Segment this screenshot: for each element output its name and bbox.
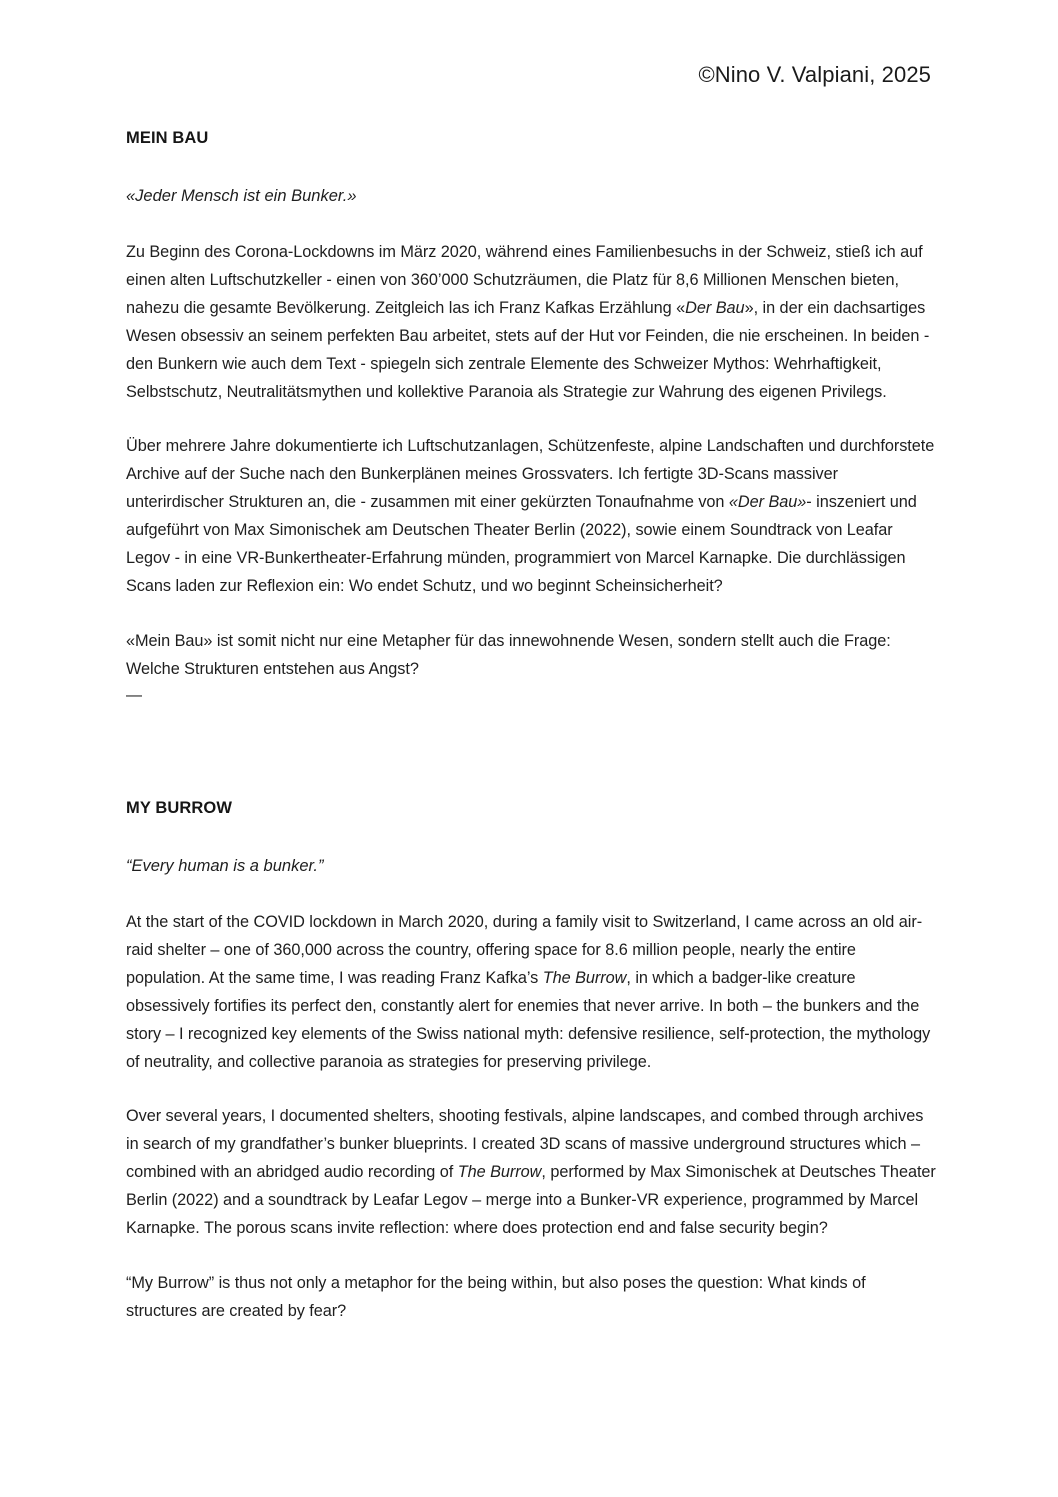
text-run: At the start of the COVID lockdown in March 2020, during a family visit to Switzerland, I came across an old air-raid shelter – one of 360,000 across the country, offering space for 8.6 million people, nearly the entire population. At the same time, I was reading Franz Kafka’s bbox=[126, 913, 923, 987]
paragraph-german-2 bbox=[126, 433, 936, 600]
paragraph-english-1 bbox=[126, 909, 936, 1076]
work-title: The Burrow bbox=[542, 968, 627, 987]
paragraph-german-3: «Mein Bau» ist somit nicht nur eine Metapher für das innewohnende Wesen, sondern stellt auch die Frage: Welche Strukturen entstehen aus Angst? bbox=[126, 631, 891, 678]
text-run: - inszeniert und aufgeführt von Max Simonischek am Deutschen Theater Berlin (2022), sowie einem Soundtrack von Leafar Legov - in eine VR-Bunkertheater-Erfahrung münden, programmiert von Marcel Karnapke. Die durchlässigen Scans laden zur Reflexion ein: Wo endet Schutz, und wo beginnt Scheinsicherheit? bbox=[126, 493, 917, 595]
paragraph-english-2 bbox=[126, 1103, 936, 1243]
text-run: Over several years, I documented shelters, shooting festivals, alpine landscapes, and combed through archives in search of my grandfather’s bunker blueprints. I created 3D scans of massive underground structures which – combined with an abridged audio recording of bbox=[126, 1107, 924, 1182]
epigraph-german: «Jeder Mensch ist ein Bunker.» bbox=[126, 187, 357, 205]
section-english bbox=[126, 796, 936, 1326]
paragraph-german-1 bbox=[126, 239, 936, 406]
section-german bbox=[126, 126, 936, 708]
section-heading-german: MEIN BAU bbox=[126, 129, 209, 147]
section-separator: — bbox=[126, 686, 142, 704]
text-run: », in der ein dachsartiges Wesen obsessiv an seinem perfekten Bau arbeitet, stets auf der Hut vor Feinden, die nie erscheinen. In beiden - den Bunkern wie auch dem Text - spiegeln sich zentrale Elemente des Schweizer Mythos: Wehrhaftigkeit, Selbstschutz, Neutralitätsmythen und kollektive Paranoia als Strategie zur Wahrung des eigenen Privilegs. bbox=[126, 298, 930, 401]
text-run: , performed by Max Simonischek at Deutsches Theater Berlin (2022) and a soundtrack by Leafar Legov – merge into a Bunker-VR experience, programmed by Marcel Karnapke. The porous scans invite reflection: where does protection end and false security begin? bbox=[126, 1163, 936, 1238]
work-title: Der Bau bbox=[685, 298, 745, 317]
work-title: «Der Bau» bbox=[728, 493, 807, 512]
copyright-notice: ©Nino V. Valpiani, 2025 bbox=[698, 62, 931, 87]
text-run: Über mehrere Jahre dokumentierte ich Luftschutzanlagen, Schützenfeste, alpine Landschaften und durchforstete Archive auf der Suche nach den Bunkerplänen meines Grossvaters. Ich fertigte 3D-Scans massiver unterirdischer Strukturen an, die - zusammen mit einer gekürzten Tonaufnahme von bbox=[126, 437, 935, 512]
paragraph-english-3: “My Burrow” is thus not only a metaphor for the being within, but also poses the question: What kinds of structures are created by fear? bbox=[126, 1273, 866, 1320]
work-title: The Burrow bbox=[457, 1163, 542, 1182]
epigraph-english: “Every human is a bunker.” bbox=[126, 857, 324, 875]
section-heading-english: MY BURROW bbox=[126, 799, 233, 817]
text-run: , in which a badger-like creature obsessively fortifies its perfect den, constantly alert for enemies that never arrive. In both – the bunkers and the story – I recognized key elements of the Swiss national myth: defensive resilience, self-protection, the mythology of neutrality, and collective paranoia as strategies for preserving privilege. bbox=[126, 968, 931, 1071]
text-run: Zu Beginn des Corona-Lockdowns im März 2020, während eines Familienbesuchs in der Schweiz, stieß ich auf einen alten Luftschutzkeller - einen von 360’000 Schutzräumen, die Platz für 8,6 Millionen Menschen bieten, nahezu die gesamte Bevölkerung. Zeitgleich las ich Franz Kafkas Erzählung « bbox=[126, 243, 923, 317]
